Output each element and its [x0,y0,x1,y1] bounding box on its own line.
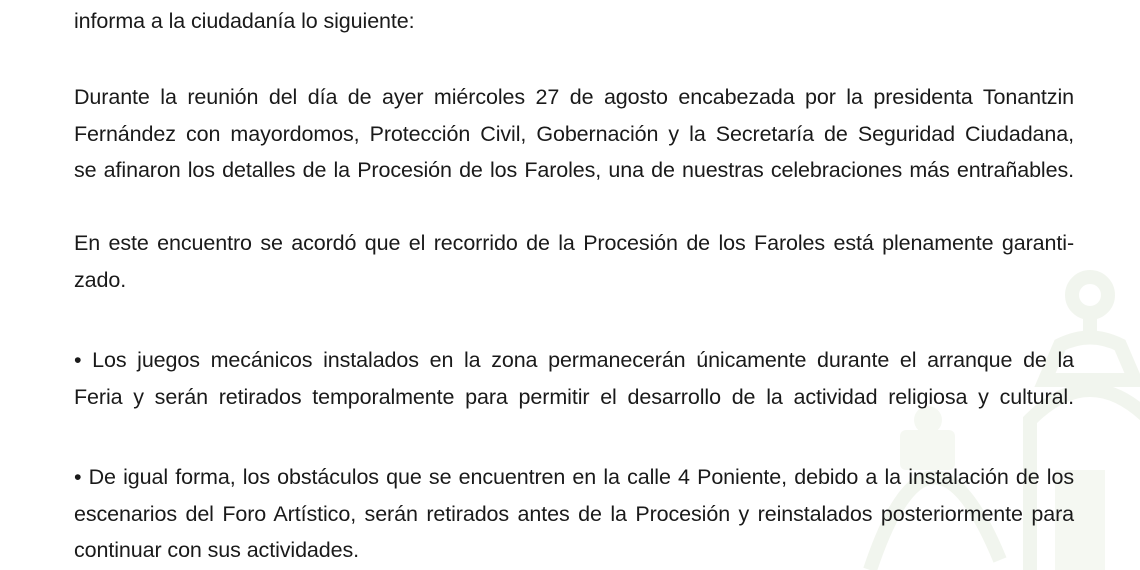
intro-text: informa a la ciudadanía lo siguiente: [74,9,415,33]
bullet-line: • Los juegos mecánicos instalados en la zona permanecerán únicamente durante el arranque de la [74,348,1074,372]
bullet-line: continuar con sus actividades. [74,538,360,562]
paragraph-meeting [74,79,1074,189]
bullet-line: • De igual forma, los obstáculos que se encuentren en la calle 4 Poniente, debido a la instalación de los [74,465,1074,489]
bullet-obstacles [74,459,1074,569]
paragraph-line: Durante la reunión del día de ayer miércoles 27 de agosto encabezada por la presidenta Tonantzin [74,85,1074,109]
paragraph-line: zado. [74,267,127,292]
paragraph-line: se afinaron los detalles de la Procesión de los Faroles, una de nuestras celebraciones más entrañables. [74,158,1074,182]
bullet-line: escenarios del Foro Artístico, serán retirados antes de la Procesión y reinstalados posteriormente para [74,501,1074,526]
paragraph-line: En este encuentro se acordó que el recorrido de la Procesión de los Faroles está plenamente garanti- [74,231,1074,255]
paragraph-line: Fernández con mayordomos, Protección Civil, Gobernación y la Secretaría de Seguridad Ciudadana, [74,121,1074,146]
paragraph-agreement [74,225,1074,298]
intro-line [74,3,415,40]
bullet-rides [74,342,1074,415]
bullet-line: Feria y serán retirados temporalmente para permitir el desarrollo de la actividad religiosa y cultural. [74,384,1074,409]
